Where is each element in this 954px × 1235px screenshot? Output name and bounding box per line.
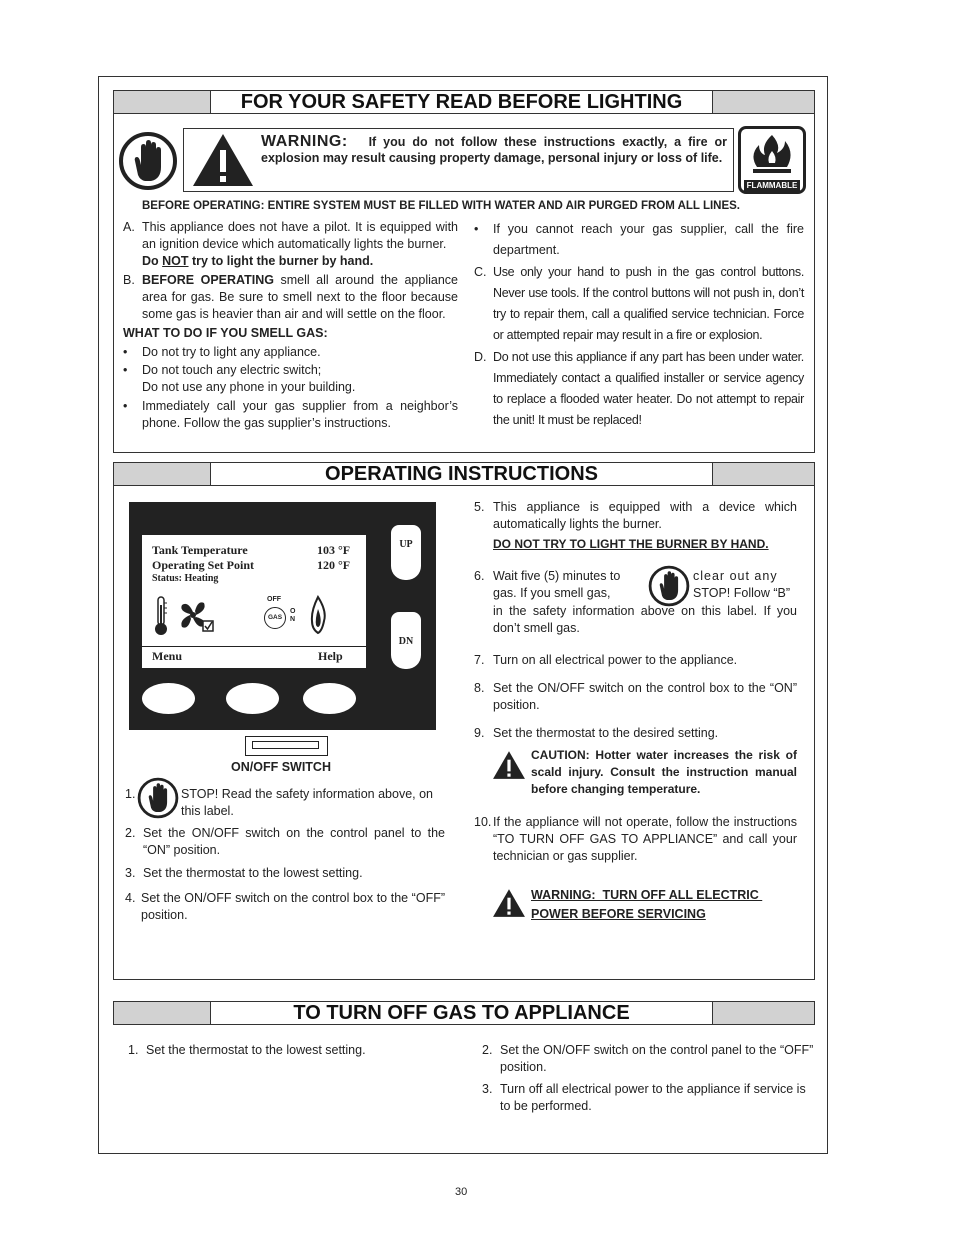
flame-icon: [741, 131, 803, 179]
caution-note: [531, 747, 797, 798]
step-3-text: Set the thermostat to the lowest setting.: [143, 866, 363, 880]
screen-divider: [142, 646, 366, 647]
warning-triangle-icon: [492, 888, 526, 918]
gas-knob-icon: [264, 607, 286, 629]
menu-button[interactable]: [142, 683, 195, 714]
control-screen: [142, 535, 366, 668]
item-letter: C.: [474, 265, 487, 279]
menu-label: Menu: [152, 649, 182, 663]
step-number: 3.: [125, 866, 136, 880]
safety-item-d: [474, 347, 804, 431]
safety-title: FOR YOUR SAFETY READ BEFORE LIGHTING: [210, 90, 713, 114]
step-1: [125, 786, 445, 820]
middle-button[interactable]: [226, 683, 279, 714]
bullet: •: [123, 399, 128, 413]
step-10-text: If the appliance will not operate, follow the instructions “TO TURN OFF GAS TO APPLIANCE” and call your technician or gas supplier.: [493, 815, 797, 863]
turnoff-title: TO TURN OFF GAS TO APPLIANCE: [210, 1001, 713, 1025]
caution-triangle-icon: [492, 750, 526, 780]
down-button[interactable]: [391, 612, 421, 669]
step-number: 10.: [474, 815, 492, 829]
step-number: 2.: [482, 1043, 493, 1057]
flammable-label: FLAMMABLE: [744, 180, 801, 191]
service-warning-line-2: POWER BEFORE SERVICING: [531, 907, 706, 921]
step-5: [474, 499, 797, 533]
item-a-bold-1: Do: [142, 254, 163, 268]
item-b-bold: BEFORE OPERATING: [142, 273, 274, 287]
smell-item-2: [123, 362, 458, 396]
smell-item-2a-text: Do not touch any electric switch;: [142, 363, 322, 377]
step-number: 3.: [482, 1082, 493, 1096]
on-off-switch[interactable]: [245, 736, 328, 756]
step-5-warning: DO NOT TRY TO LIGHT THE BURNER BY HAND.: [493, 537, 769, 551]
step-number: 7.: [474, 653, 485, 667]
operating-header-band: [113, 462, 815, 486]
up-button[interactable]: [391, 525, 421, 580]
page-number: 30: [455, 1186, 468, 1198]
step-1-text: STOP! Read the safety information above, on this label.: [181, 787, 433, 818]
on-n: N: [290, 616, 296, 623]
step-number: 9.: [474, 726, 485, 740]
safety-right-bullet-text: If you cannot reach your gas supplier, call the fire department.: [493, 222, 804, 257]
tank-temp-value: 103 °F: [317, 543, 351, 557]
help-label: Help: [318, 649, 343, 663]
step-8: [474, 680, 797, 714]
bullet: •: [123, 363, 128, 377]
step-5-text: This appliance is equipped with a device which automatically lights the burner.: [493, 500, 797, 531]
smell-item-3-text: Immediately call your gas supplier from a neighbor’s phone. Follow the gas supplier’s instructions.: [142, 399, 458, 430]
item-letter: B.: [123, 273, 135, 287]
on-o: O: [290, 608, 296, 615]
item-a-bold-2: try to light the burner by hand.: [188, 254, 374, 268]
step-number: 8.: [474, 681, 485, 695]
step-2-text: Set the ON/OFF switch on the control panel to the “ON” position.: [143, 826, 445, 857]
safety-item-c: [474, 262, 804, 346]
gas-label: GAS: [267, 614, 283, 621]
caution-label: CAUTION: [531, 748, 586, 762]
warning-text: If you do not follow these instructions exactly, a fire or explosion may result causing property damage, personal injury or loss of life.: [261, 135, 727, 165]
item-d-text: Do not use this appliance if any part has been under water. Immediately contact a qualified installer or service agency to replace a flooded water heater. Do not attempt to repair the unit! It must be replaced!: [493, 350, 804, 427]
smell-item-1-text: Do not try to light any appliance.: [142, 345, 321, 359]
step-4: [125, 890, 445, 924]
step-10: [474, 814, 797, 865]
step-6-text-d: STOP! Follow “B”: [693, 586, 791, 600]
stop-hand-icon: [137, 777, 179, 819]
tank-temp-label: Tank Temperature: [152, 543, 248, 557]
step-2: [125, 825, 445, 859]
bullet: •: [123, 345, 128, 359]
step-4-text: Set the ON/OFF switch on the control box to the “OFF” position.: [141, 891, 445, 922]
item-c-text: Use only your hand to push in the gas control buttons. Never use tools. If the control buttons will not push in, don’t try to repair them, call a qualified service technician. Force or attempted repair may result in a fire or explosion.: [493, 265, 804, 342]
turnoff-step-1-text: Set the thermostat to the lowest setting.: [146, 1043, 366, 1057]
smell-item-3: [123, 398, 458, 432]
step-6-text-a: Wait five (5) minutes to: [493, 569, 621, 583]
step-9-text: Set the thermostat to the desired setting.: [493, 726, 719, 740]
item-b-text: smell all around the appliance area for gas. Be sure to smell next to the floor because some gas is heavier than air and will settle on the floor.: [142, 273, 458, 321]
set-point-label: Operating Set Point: [152, 558, 254, 572]
caution-text: : Hotter water increases the risk of scald injury. Consult the instruction manual before changing temperature.: [531, 748, 797, 796]
turnoff-step-2-text: Set the ON/OFF switch on the control panel to the “OFF” position.: [500, 1043, 814, 1074]
step-number: 1.: [128, 1043, 139, 1057]
thermometer-icon: [154, 595, 168, 637]
smell-item-1: [123, 344, 458, 361]
step-7-text: Turn on all electrical power to the appliance.: [493, 653, 738, 667]
step-6-text-c: gas. If you smell gas,: [493, 586, 611, 600]
item-letter: D.: [474, 350, 487, 364]
step-number: 4.: [125, 891, 136, 905]
step-number: 5.: [474, 500, 485, 514]
smell-item-2b-text: Do not use any phone in your building.: [142, 380, 356, 394]
warning-triangle-icon: [191, 132, 255, 188]
operating-title: OPERATING INSTRUCTIONS: [210, 462, 713, 486]
turnoff-step-3-text: Turn off all electrical power to the appliance if service is to be performed.: [500, 1082, 806, 1113]
step-7: [474, 652, 797, 669]
on-off-switch-label: ON/OFF SWITCH: [231, 760, 331, 774]
service-warning-line-1: WARNING: TURN OFF ALL ELECTRIC: [531, 888, 763, 902]
status-text: Status: Heating: [152, 573, 219, 584]
dn-label: DN: [398, 636, 414, 647]
warning-text-block: [261, 134, 727, 166]
step-8-text: Set the ON/OFF switch on the control box to the “ON” position.: [493, 681, 797, 712]
help-button[interactable]: [303, 683, 356, 714]
stop-hand-icon: [118, 131, 178, 191]
flammable-symbol: [738, 126, 806, 194]
step-9: [474, 725, 797, 742]
step-6-body: [493, 568, 797, 638]
stop-hand-icon: [648, 565, 690, 607]
turnoff-step-2: [482, 1042, 815, 1076]
step-6-text-e: in the safety information above on this label. If you don’t smell gas.: [493, 604, 797, 635]
smell-gas-heading: WHAT TO DO IF YOU SMELL GAS:: [123, 326, 328, 340]
flame-outline-icon: [307, 595, 329, 635]
off-label: OFF: [267, 596, 281, 603]
fan-icon: [178, 599, 216, 635]
switch-rocker: [252, 741, 319, 749]
safety-item-a: [123, 219, 458, 270]
warning-label: WARNING:: [261, 133, 348, 150]
item-a-text: This appliance does not have a pilot. It is equipped with an ignition device which automatically lights the burner.: [142, 220, 458, 251]
step-3: [125, 865, 445, 882]
turnoff-step-3: [482, 1081, 815, 1115]
up-label: UP: [399, 539, 413, 550]
bullet: •: [474, 222, 479, 236]
on-label: [290, 608, 295, 624]
safety-item-b: [123, 272, 458, 323]
set-point-value: 120 °F: [317, 558, 351, 572]
step-6-text-b: clear out any: [693, 569, 778, 583]
turnoff-header-band: [113, 1001, 815, 1025]
turnoff-step-1: [128, 1042, 448, 1059]
step-number: 1.: [125, 787, 136, 801]
service-warning: [531, 886, 762, 924]
item-a-not: NOT: [162, 254, 189, 268]
step-number: 6.: [474, 569, 485, 583]
step-number: 2.: [125, 826, 136, 840]
before-operating-note: BEFORE OPERATING: ENTIRE SYSTEM MUST BE FILLED WITH WATER AND AIR PURGED FROM ALL LINES.: [142, 200, 740, 212]
flammable-label-wrap: [738, 181, 806, 190]
item-letter: A.: [123, 220, 135, 234]
safety-header-band: [113, 90, 815, 114]
safety-right-bullet: [474, 219, 804, 261]
